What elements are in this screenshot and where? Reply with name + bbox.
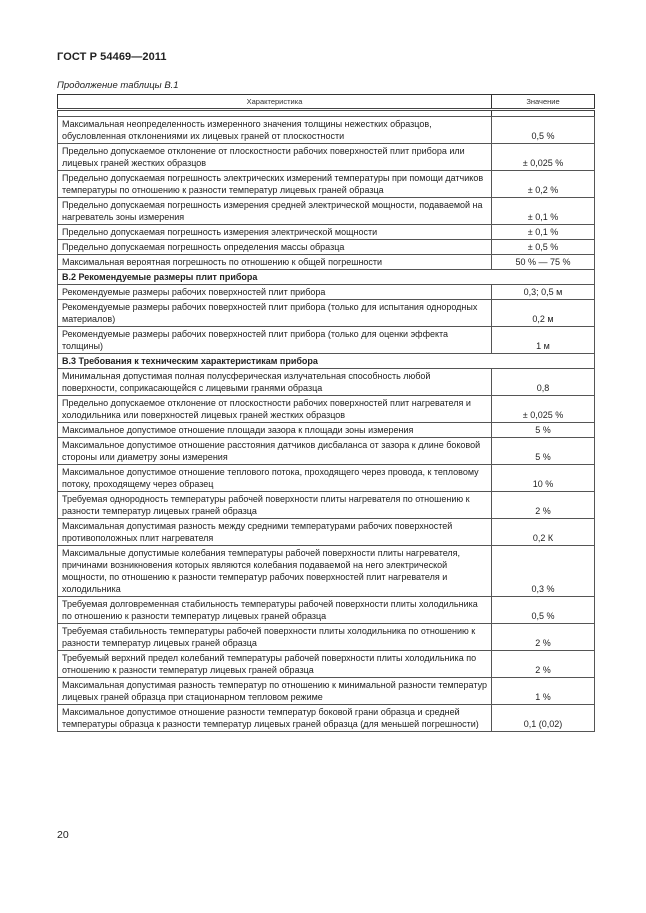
section-heading: В.2 Рекомендуемые размеры плит прибора — [58, 270, 595, 285]
table-row — [58, 198, 595, 225]
value-cell: ± 0,025 % — [492, 396, 595, 423]
value-cell: 1 м — [492, 327, 595, 354]
characteristic-cell: Предельно допускаемая погрешность измерения электрической мощности — [58, 225, 492, 240]
table-row — [58, 369, 595, 396]
table-row — [58, 423, 595, 438]
section-row — [58, 354, 595, 369]
characteristic-cell: Максимальное допустимое отношение расстояния датчиков дисбаланса от зазора к длине боковой стороны или диаметру зоны измерения — [58, 438, 492, 465]
characteristic-cell: Максимальное допустимое отношение теплового потока, проходящего через провода, к тепловому потоку, проходящему через образец — [58, 465, 492, 492]
table-row — [58, 300, 595, 327]
value-cell: ± 0,1 % — [492, 225, 595, 240]
characteristic-cell: Требуемая долговременная стабильность температуры рабочей поверхности плиты холодильника по отношению к разности температур лицевых граней образца — [58, 597, 492, 624]
value-cell: 5 % — [492, 438, 595, 465]
characteristic-cell: Рекомендуемые размеры рабочих поверхностей плит прибора — [58, 285, 492, 300]
table-caption: Продолжение таблицы В.1 — [57, 80, 179, 91]
value-cell: 2 % — [492, 492, 595, 519]
characteristic-cell: Максимальная неопределенность измеренного значения толщины нежестких образцов, обусловленная отклонениями их лицевых граней от плоскостности — [58, 117, 492, 144]
value-cell: ± 0,5 % — [492, 240, 595, 255]
characteristic-cell: Предельно допускаемая погрешность определения массы образца — [58, 240, 492, 255]
characteristic-cell: Рекомендуемые размеры рабочих поверхностей плит прибора (только для оценки эффекта толщины) — [58, 327, 492, 354]
table-row — [58, 519, 595, 546]
value-cell: 0,3 % — [492, 546, 595, 597]
value-cell: 0,2 м — [492, 300, 595, 327]
value-cell: ± 0,025 % — [492, 144, 595, 171]
characteristic-cell: Минимальная допустимая полная полусферическая излучательная способность любой поверхности, соприкасающейся с лицевыми гранями образца — [58, 369, 492, 396]
table-header-row — [58, 95, 595, 110]
column-header-characteristic: Характеристика — [58, 95, 492, 110]
value-cell: 2 % — [492, 651, 595, 678]
table-row — [58, 546, 595, 597]
characteristic-cell: Максимальные допустимые колебания температуры рабочей поверхности плиты нагревателя, причинами возникновения которых являются колебания подаваемой на него электрической мощности, по отношению к разности температур рабочих поверхностей плит нагревателя и холодильника — [58, 546, 492, 597]
table-row — [58, 438, 595, 465]
table-row — [58, 225, 595, 240]
table-row — [58, 240, 595, 255]
characteristic-cell: Требуемая однородность температуры рабочей поверхности плиты нагревателя по отношению к разности температур лицевых граней образца — [58, 492, 492, 519]
value-cell: 0,8 — [492, 369, 595, 396]
table-row — [58, 117, 595, 144]
value-cell: 50 % — 75 % — [492, 255, 595, 270]
section-row — [58, 270, 595, 285]
section-heading: В.3 Требования к техническим характеристикам прибора — [58, 354, 595, 369]
table-row — [58, 144, 595, 171]
table-row — [58, 396, 595, 423]
characteristic-cell: Рекомендуемые размеры рабочих поверхностей плит прибора (только для испытания однородных материалов) — [58, 300, 492, 327]
value-cell: 0,5 % — [492, 597, 595, 624]
value-cell: ± 0,1 % — [492, 198, 595, 225]
table-row — [58, 285, 595, 300]
table-row — [58, 705, 595, 732]
table-row — [58, 465, 595, 492]
column-header-value: Значение — [492, 95, 595, 110]
characteristic-cell: Максимальная вероятная погрешность по отношению к общей погрешности — [58, 255, 492, 270]
value-cell: ± 0,2 % — [492, 171, 595, 198]
table-row — [58, 255, 595, 270]
value-cell: 0,3; 0,5 м — [492, 285, 595, 300]
table-row — [58, 678, 595, 705]
table-row — [58, 171, 595, 198]
characteristic-cell: Максимальное допустимое отношение разности температур боковой грани образца и средней температуры образца к разности температур лицевых граней образца (для меньшей погрешности) — [58, 705, 492, 732]
table-row — [58, 327, 595, 354]
table-row — [58, 624, 595, 651]
header-separator — [58, 110, 595, 117]
characteristic-cell: Предельно допускаемое отклонение от плоскостности рабочих поверхностей плит нагревателя и холодильника или поверхностей лицевых граней жестких образцов — [58, 396, 492, 423]
characteristic-cell: Требуемая стабильность температуры рабочей поверхности плиты холодильника по отношению к разности температур лицевых граней образца — [58, 624, 492, 651]
characteristic-cell: Максимальное допустимое отношение площади зазора к площади зоны измерения — [58, 423, 492, 438]
characteristic-cell: Максимальная допустимая разность температур по отношению к минимальной разности температур лицевых граней образца при стационарном тепловом режиме — [58, 678, 492, 705]
table-row — [58, 651, 595, 678]
characteristic-cell: Требуемый верхний предел колебаний температуры рабочей поверхности плиты холодильника по отношению к разности температур лицевых граней образца — [58, 651, 492, 678]
table-row — [58, 597, 595, 624]
value-cell: 1 % — [492, 678, 595, 705]
value-cell: 2 % — [492, 624, 595, 651]
characteristic-cell: Предельно допускаемая погрешность измерения средней электрической мощности, подаваемой на нагреватель зоны измерения — [58, 198, 492, 225]
value-cell: 0,1 (0,02) — [492, 705, 595, 732]
characteristic-cell: Максимальная допустимая разность между средними температурами рабочих поверхностей противоположных плит нагревателя — [58, 519, 492, 546]
table-row — [58, 492, 595, 519]
document-code: ГОСТ Р 54469—2011 — [57, 51, 167, 63]
value-cell: 10 % — [492, 465, 595, 492]
value-cell: 0,5 % — [492, 117, 595, 144]
spec-table — [57, 94, 595, 732]
value-cell: 0,2 К — [492, 519, 595, 546]
characteristic-cell: Предельно допускаемое отклонение от плоскостности рабочих поверхностей плит прибора или лицевых граней жестких образцов — [58, 144, 492, 171]
value-cell: 5 % — [492, 423, 595, 438]
characteristic-cell: Предельно допускаемая погрешность электрических измерений температуры при помощи датчиков температуры по отношению к разности температур лицевых граней образца — [58, 171, 492, 198]
page-number: 20 — [57, 829, 69, 841]
